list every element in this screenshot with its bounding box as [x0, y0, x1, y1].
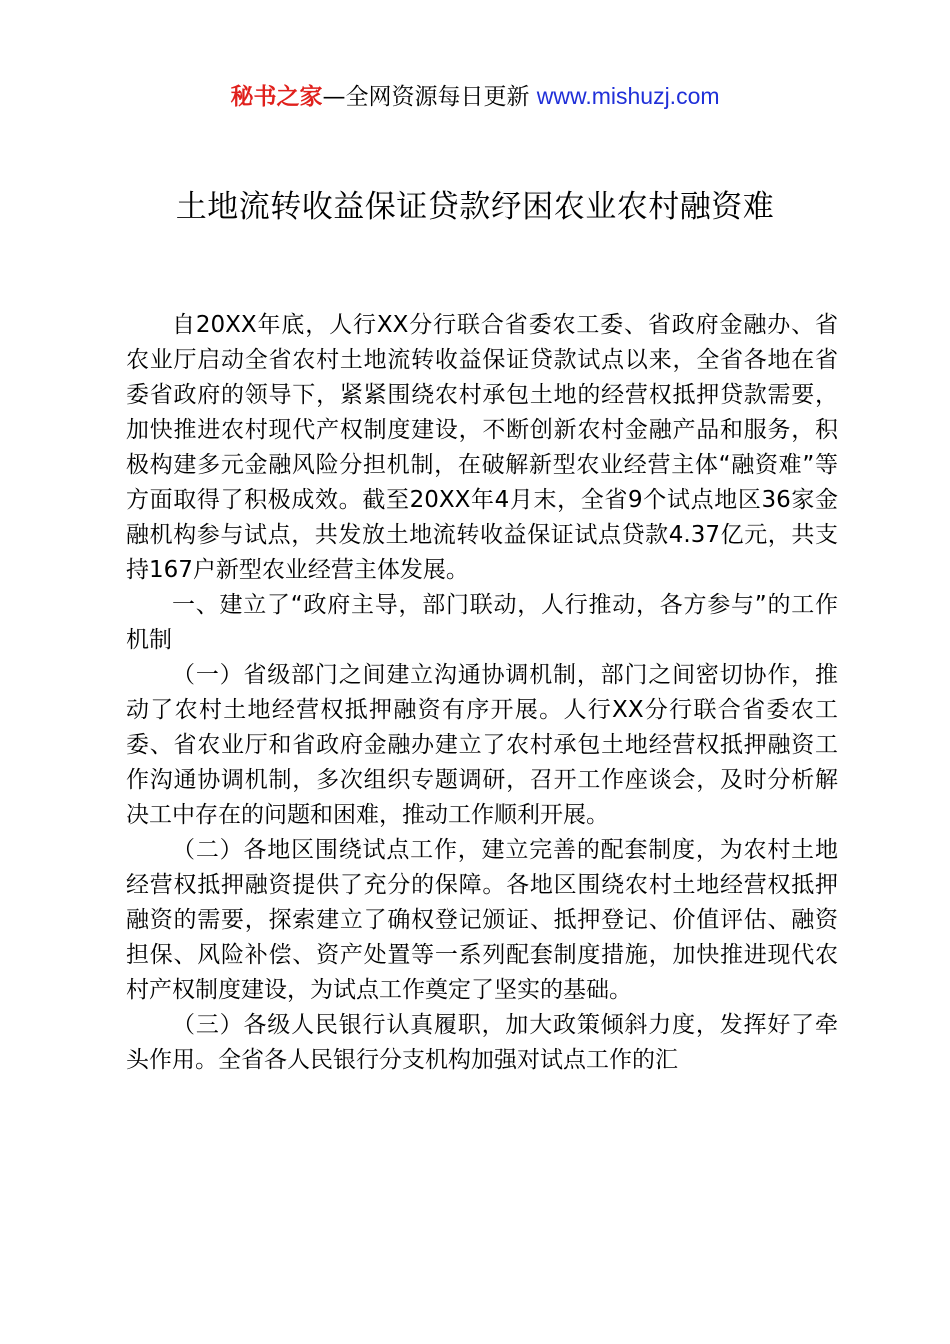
site-url-link[interactable]: www.mishuzj.com [536, 83, 720, 109]
paragraph-intro: 自20XX年底，人行XX分行联合省委农工委、省政府金融办、省农业厅启动全省农村土地流转收益保证贷款试点以来，全省各地在省委省政府的领导下，紧紧围绕农村承包土地的经营权抵押贷款需要，加快推进农村现代产权制度建设，不断创新农村金融产品和服务，积极构建多元金融风险分担机制，在破解新型农业经营主体“融资难”等方面取得了积极成效。截至20XX年4月末，全省9个试点地区36家金融机构参与试点，共发放土地流转收益保证试点贷款4.37亿元，共支持167户新型农业经营主体发展。 [126, 312, 838, 583]
site-header [0, 80, 950, 113]
section-heading-1: 一、建立了“政府主导，部门联动，人行推动，各方参与”的工作机制 [126, 592, 838, 653]
document-body [126, 308, 838, 1078]
paragraph-item-1: （一）省级部门之间建立沟通协调机制，部门之间密切协作，推动了农村土地经营权抵押融资有序开展。人行XX分行联合省委农工委、省农业厅和省政府金融办建立了农村承包土地经营权抵押融资工作沟通协调机制，多次组织专题调研，召开工作座谈会，及时分析解决工中存在的问题和困难，推动工作顺利开展。 [126, 662, 838, 828]
document-title: 土地流转收益保证贷款纾困农业农村融资难 [175, 189, 775, 225]
site-brand: 秘书之家 [230, 84, 323, 110]
site-tagline: —全网资源每日更新 [322, 84, 530, 110]
paragraph-item-3: （三）各级人民银行认真履职，加大政策倾斜力度，发挥好了牵头作用。全省各人民银行分支机构加强对试点工作的汇 [126, 1012, 838, 1073]
paragraph-item-2: （二）各地区围绕试点工作，建立完善的配套制度，为农村土地经营权抵押融资提供了充分的保障。各地区围绕农村土地经营权抵押融资的需要，探索建立了确权登记颁证、抵押登记、价值评估、融资担保、风险补偿、资产处置等一系列配套制度措施，加快推进现代农村产权制度建设，为试点工作奠定了坚实的基础。 [126, 837, 838, 1003]
